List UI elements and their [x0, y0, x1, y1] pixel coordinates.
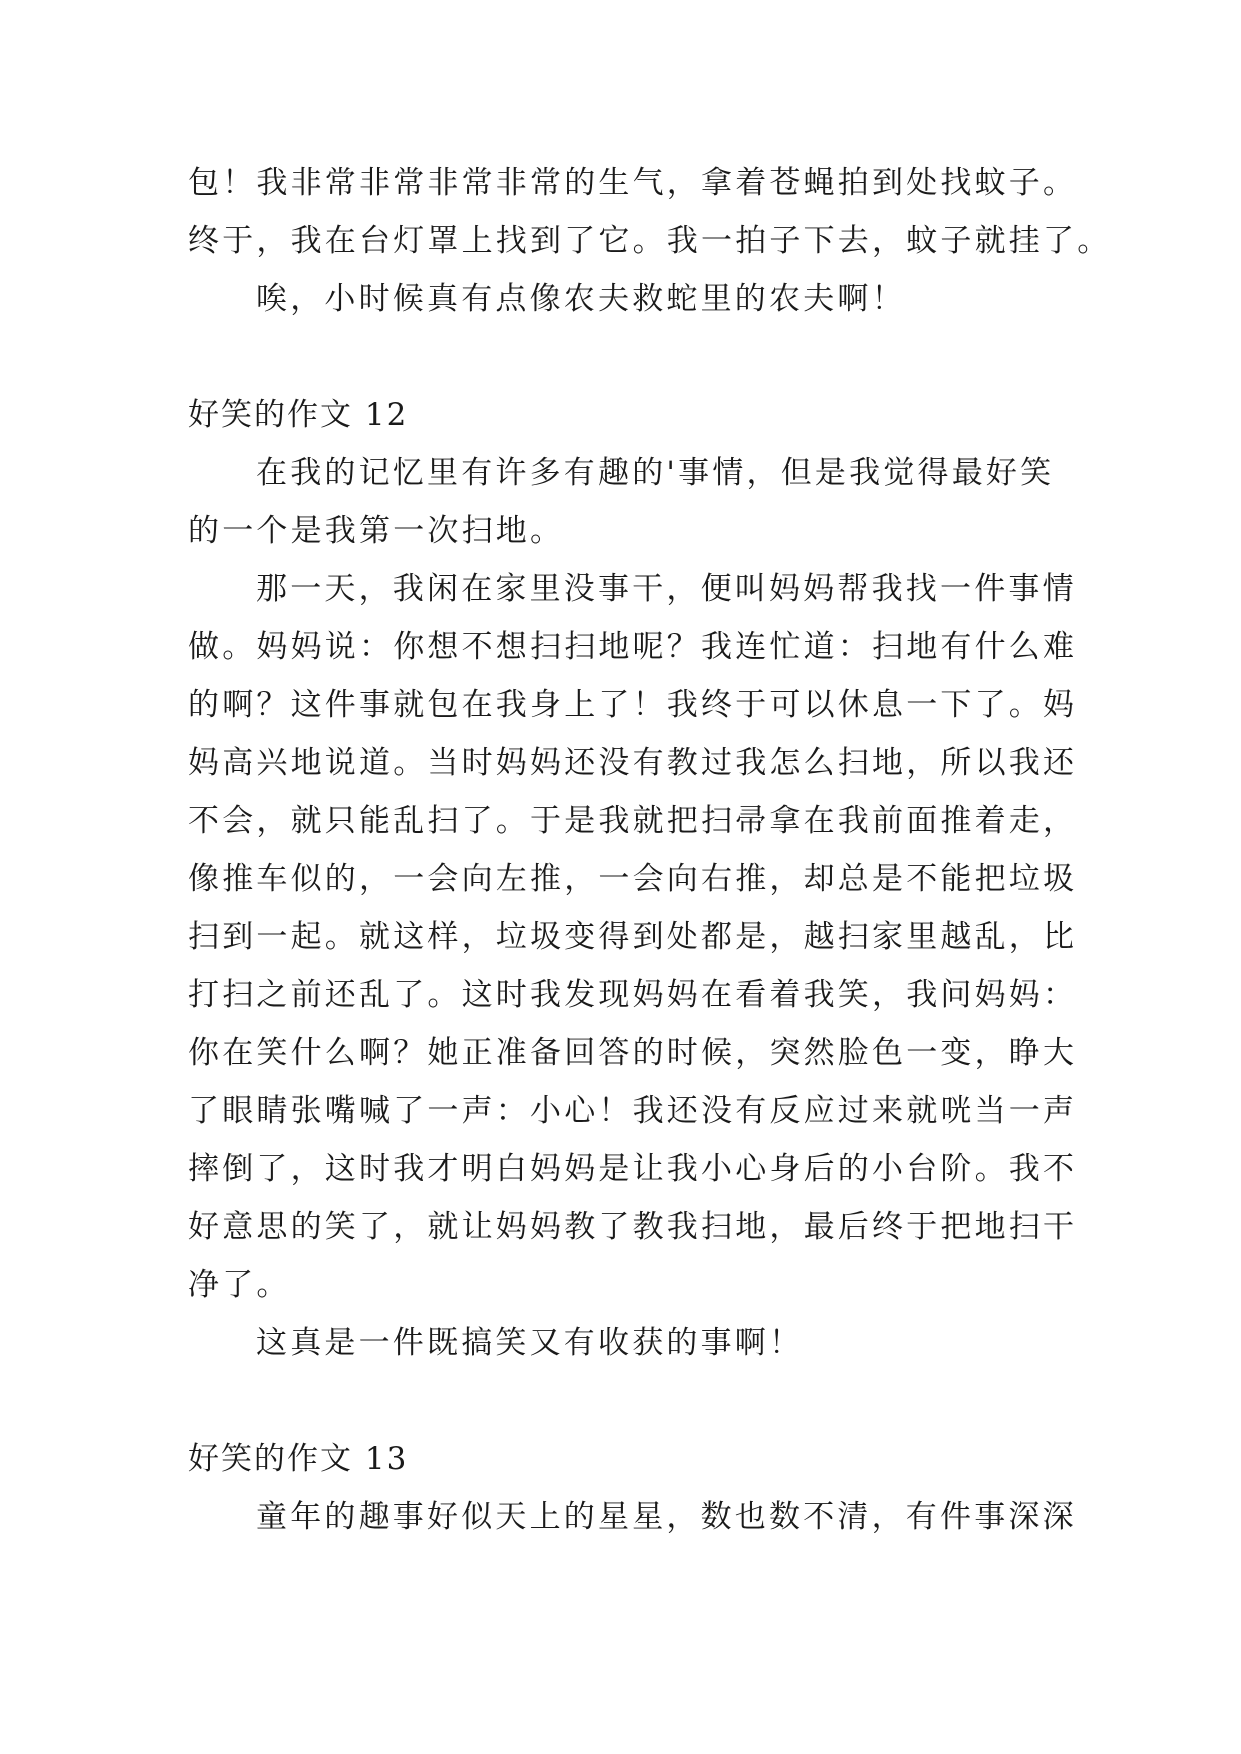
text-line: 这真是一件既搞笑又有收获的事啊！ [256, 1325, 804, 1361]
text-line: 净了。 [188, 1267, 291, 1303]
text-line: 不会，就只能乱扫了。于是我就把扫帚拿在我前面推着走， [188, 803, 1078, 839]
section-heading: 好笑的作文 12 [188, 397, 409, 433]
text-line: 摔倒了，这时我才明白妈妈是让我小心身后的小台阶。我不 [188, 1151, 1078, 1187]
text-line: 包！我非常非常非常非常的生气，拿着苍蝇拍到处找蚊子。 [188, 165, 1078, 201]
text-line: 那一天，我闲在家里没事干，便叫妈妈帮我找一件事情 [256, 571, 1077, 607]
text-line: 好意思的笑了，就让妈妈教了教我扫地，最后终于把地扫干 [188, 1209, 1078, 1245]
text-line: 童年的趣事好似天上的星星，数也数不清，有件事深深 [256, 1499, 1077, 1535]
text-line: 像推车似的，一会向左推，一会向右推，却总是不能把垃圾 [188, 861, 1078, 897]
text-line: 你在笑什么啊？她正准备回答的时候，突然脸色一变，睁大 [188, 1035, 1078, 1071]
text-line: 的一个是我第一次扫地。 [188, 513, 565, 549]
text-line: 扫到一起。就这样，垃圾变得到处都是，越扫家里越乱，比 [188, 919, 1078, 955]
section-heading: 好笑的作文 13 [188, 1441, 409, 1477]
text-line: 终于，我在台灯罩上找到了它。我一拍子下去，蚊子就挂了。 [188, 223, 1112, 259]
text-line: 打扫之前还乱了。这时我发现妈妈在看着我笑，我问妈妈： [188, 977, 1078, 1013]
text-line: 妈高兴地说道。当时妈妈还没有教过我怎么扫地，所以我还 [188, 745, 1078, 781]
text-line: 的啊？这件事就包在我身上了！我终于可以休息一下了。妈 [188, 687, 1078, 723]
text-line: 做。妈妈说：你想不想扫扫地呢？我连忙道：扫地有什么难 [188, 629, 1078, 665]
text-line: 在我的记忆里有许多有趣的'事情，但是我觉得最好笑 [256, 455, 1055, 491]
text-line: 了眼睛张嘴喊了一声：小心！我还没有反应过来就咣当一声 [188, 1093, 1078, 1129]
text-line: 唉，小时候真有点像农夫救蛇里的农夫啊！ [256, 281, 906, 317]
